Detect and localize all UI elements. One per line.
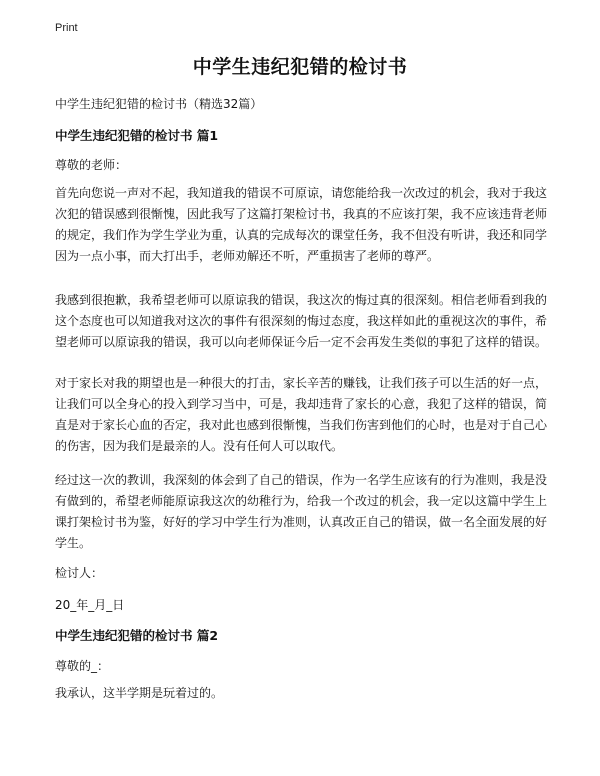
greeting-1: 尊敬的老师： [55, 158, 128, 172]
date-line: 20_年_月_日 [55, 598, 125, 612]
greeting-2: 尊敬的_： [55, 659, 110, 673]
paragraph: 我感到很抱歉，我希望老师可以原谅我的错误，我这次的悔过真的很深刻。相信老师看到我的这个态度也可以知道我对这次的事件有很深刻的悔过态度，我这样如此的重视这次的事件，希望老师可以原谅我的错误，我可以向老师保证今后一定不会再发生类似的事犯了这样的错误。 [55, 293, 548, 349]
print-link[interactable]: Print [55, 22, 78, 34]
document-title: 中学生违纪犯错的检讨书 [192, 56, 408, 78]
paragraph: 经过这一次的教训，我深刻的体会到了自己的错误，作为一名学生应该有的行为准则，我是没有做到的，希望老师能原谅我这次的幼稚行为，给我一个改过的机会，我一定以这篇中学生上课打架检讨书为鉴，好好的学习中学生行为准则，认真改正自己的错误，做一名全面发展的好学生。 [55, 473, 548, 550]
document-subtitle: 中学生违纪犯错的检讨书（精选32篇） [55, 97, 263, 111]
paragraph: 首先向您说一声对不起，我知道我的错误不可原谅，请您能给我一次改过的机会，我对于我这次犯的错误感到很惭愧，因此我写了这篇打架检讨书，我真的不应该打架，我不应该违背老师的规定，我们作为学生学业为重，认真的完成每次的课堂任务，我不但没有听讲，我还和同学因为一点小事，而大打出手，老师劝解还不听，严重损害了老师的尊严。 [55, 186, 548, 263]
section-heading-2: 中学生违纪犯错的检讨书 篇2 [55, 628, 219, 643]
section-heading-1: 中学生违纪犯错的检讨书 篇1 [55, 128, 219, 143]
paragraph: 对于家长对我的期望也是一种很大的打击，家长辛苦的赚钱，让我们孩子可以生活的好一点，让我们可以全身心的投入到学习当中，可是，我却违背了家长的心意，我犯了这样的错误，简直是对于家长心血的否定，我对此也感到很惭愧，当我们伤害到他们的心时，也是对于自己心的伤害，因为我们是最亲的人。没有任何人可以取代。 [55, 376, 548, 453]
paragraph: 我承认，这半学期是玩着过的。 [55, 686, 224, 700]
signer-line: 检讨人： [55, 566, 104, 580]
